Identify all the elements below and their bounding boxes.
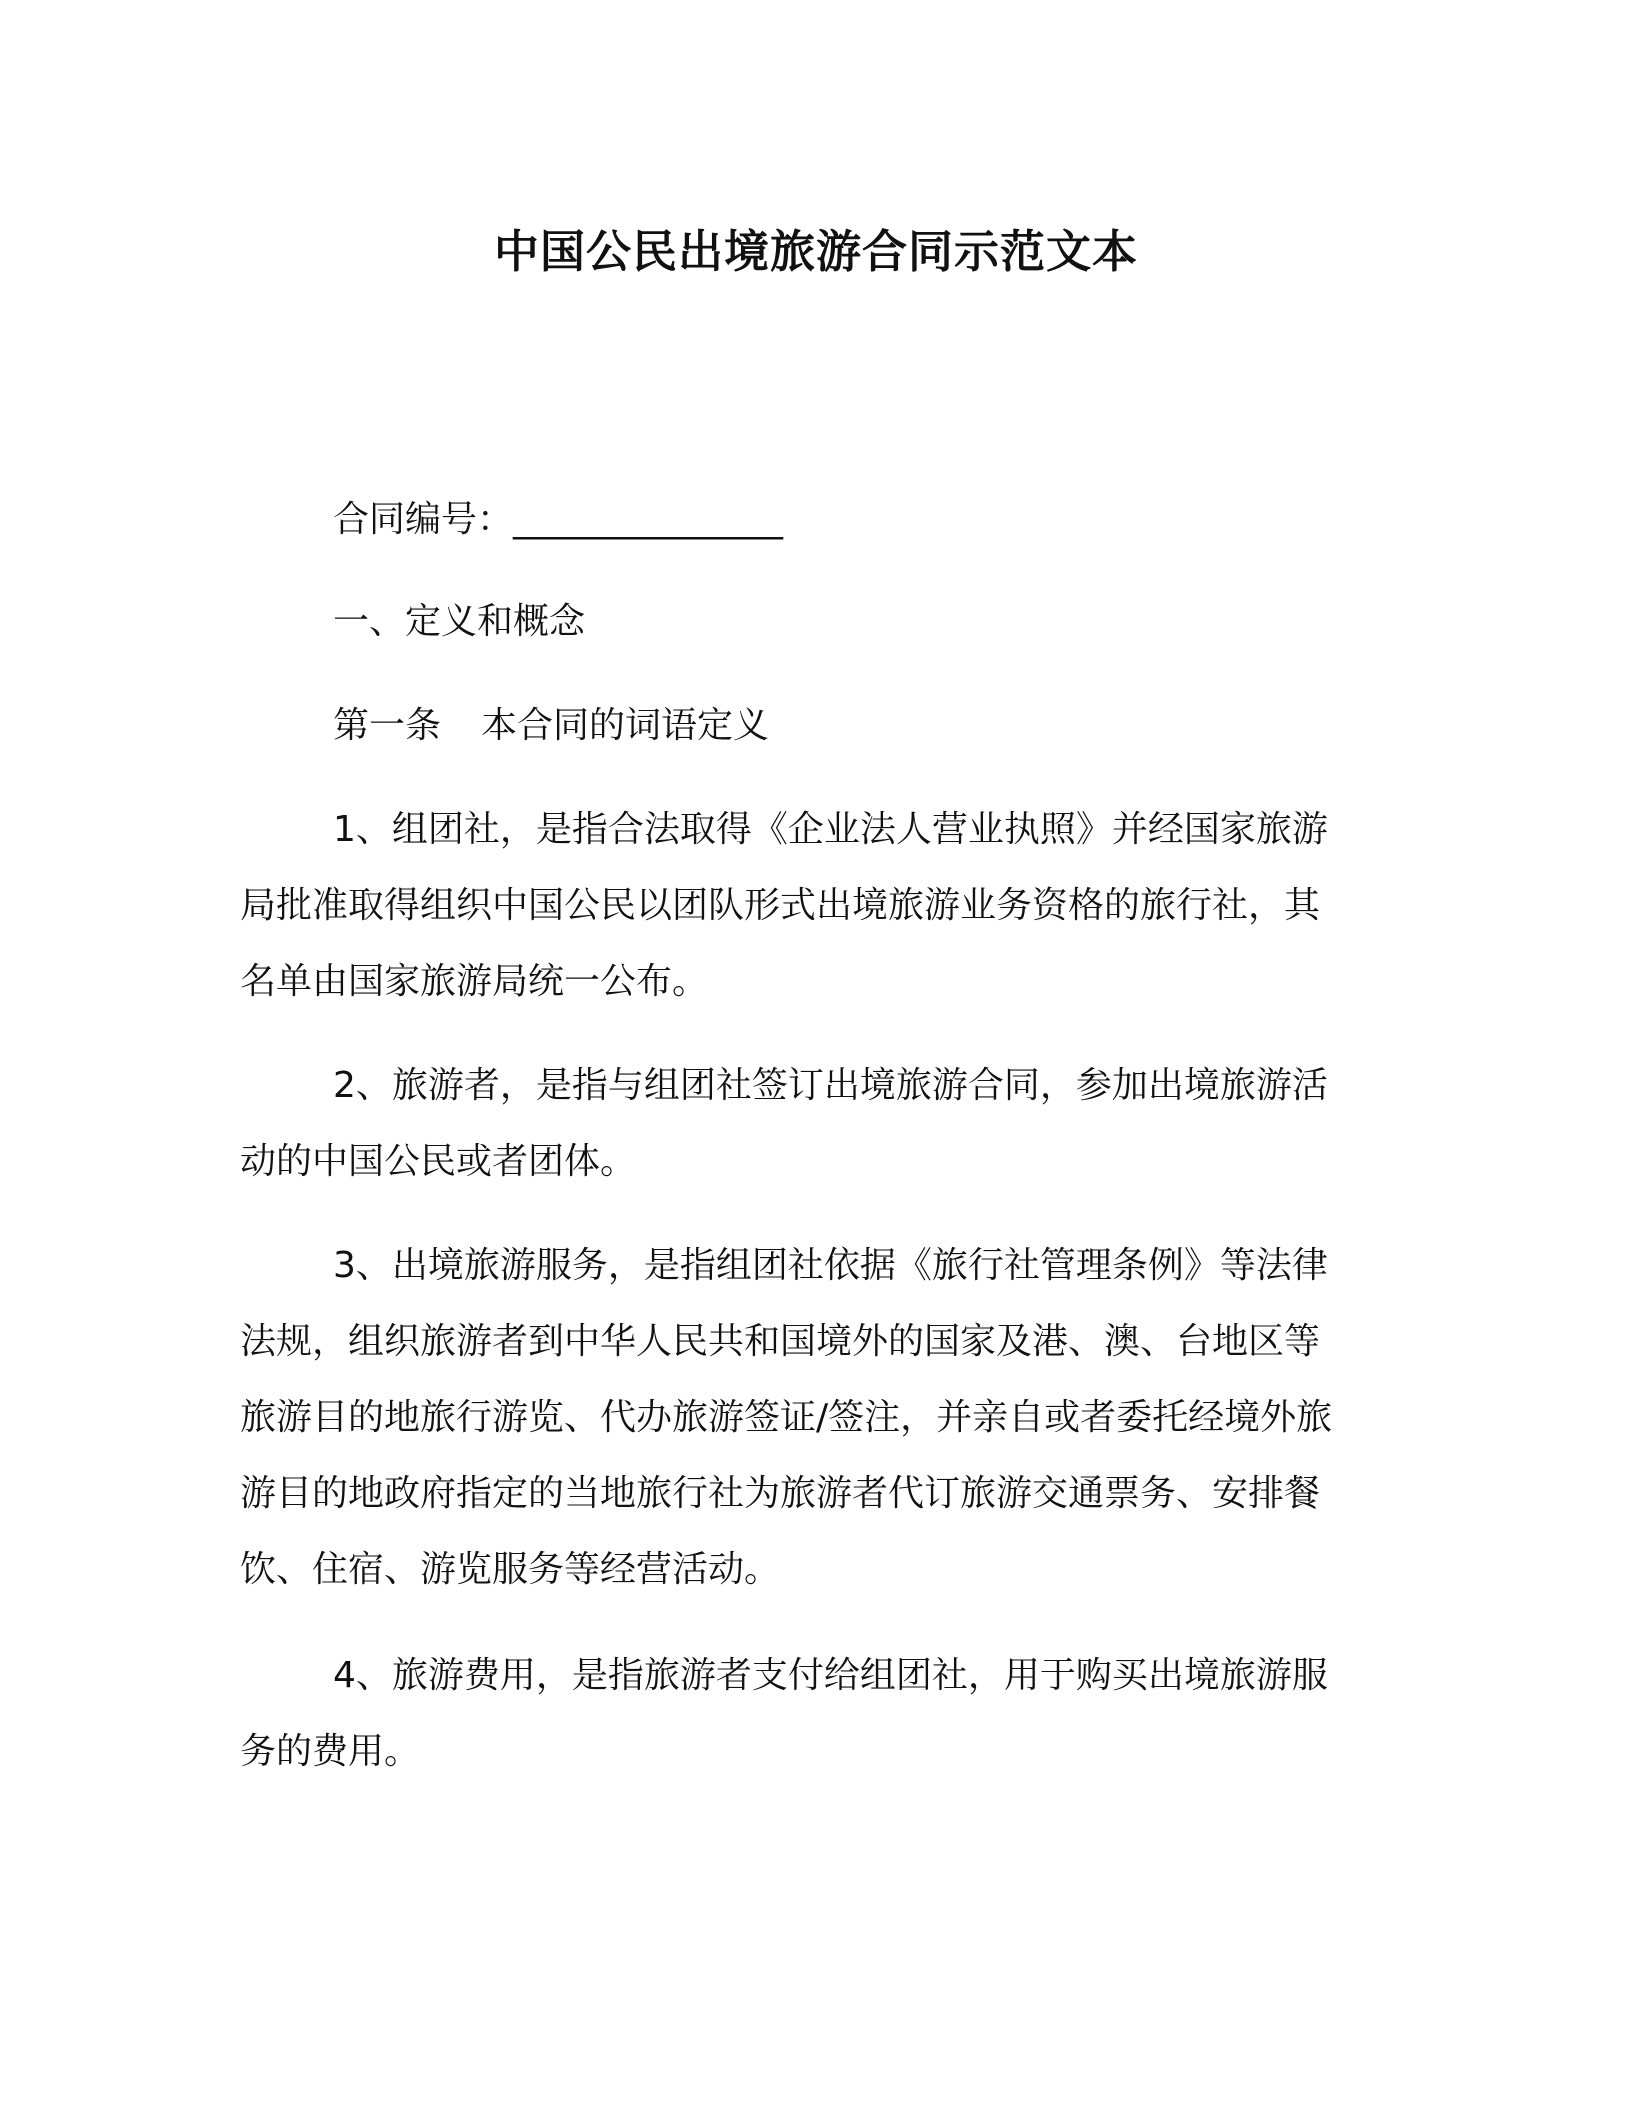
clause-3-line-2: 法规，组织旅游者到中华人民共和国境外的国家及港、澳、台地区等 xyxy=(240,1321,1321,1362)
clause-3-line-1: 3、出境旅游服务，是指组团社依据《旅行社管理条例》等法律 xyxy=(333,1245,1328,1286)
clause-3-line-5: 饮、住宿、游览服务等经营活动。 xyxy=(240,1549,781,1590)
article-number: 第一条 xyxy=(333,705,442,746)
clause-2-line-1: 2、旅游者，是指与组团社签订出境旅游合同，参加出境旅游活 xyxy=(333,1065,1328,1106)
clause-3-line-3: 旅游目的地旅行游览、代办旅游签证/签注，并亲自或者委托经境外旅 xyxy=(240,1397,1333,1438)
contract-number-label: 合同编号： xyxy=(333,499,514,540)
clause-3-line-4: 游目的地政府指定的当地旅行社为旅游者代订旅游交通票务、安排餐 xyxy=(240,1473,1321,1514)
clause-4-line-2: 务的费用。 xyxy=(240,1731,421,1772)
contract-number-blank: _______________ xyxy=(513,499,784,540)
clause-1-line-2: 局批准取得组织中国公民以团队形式出境旅游业务资格的旅行社，其 xyxy=(240,885,1321,926)
clause-2-line-2: 动的中国公民或者团体。 xyxy=(240,1141,637,1182)
clause-1-line-1: 1、组团社，是指合法取得《企业法人营业执照》并经国家旅游 xyxy=(333,809,1328,850)
clause-1-line-3: 名单由国家旅游局统一公布。 xyxy=(240,961,709,1002)
clause-4-line-1: 4、旅游费用，是指旅游者支付给组团社，用于购买出境旅游服 xyxy=(333,1655,1328,1696)
article-title: 本合同的词语定义 xyxy=(481,705,770,746)
section-heading: 一、定义和概念 xyxy=(333,601,586,642)
contract-number-line xyxy=(333,496,783,544)
document-title: 中国公民出境旅游合同示范文本 xyxy=(493,225,1138,278)
article-heading xyxy=(333,702,769,750)
